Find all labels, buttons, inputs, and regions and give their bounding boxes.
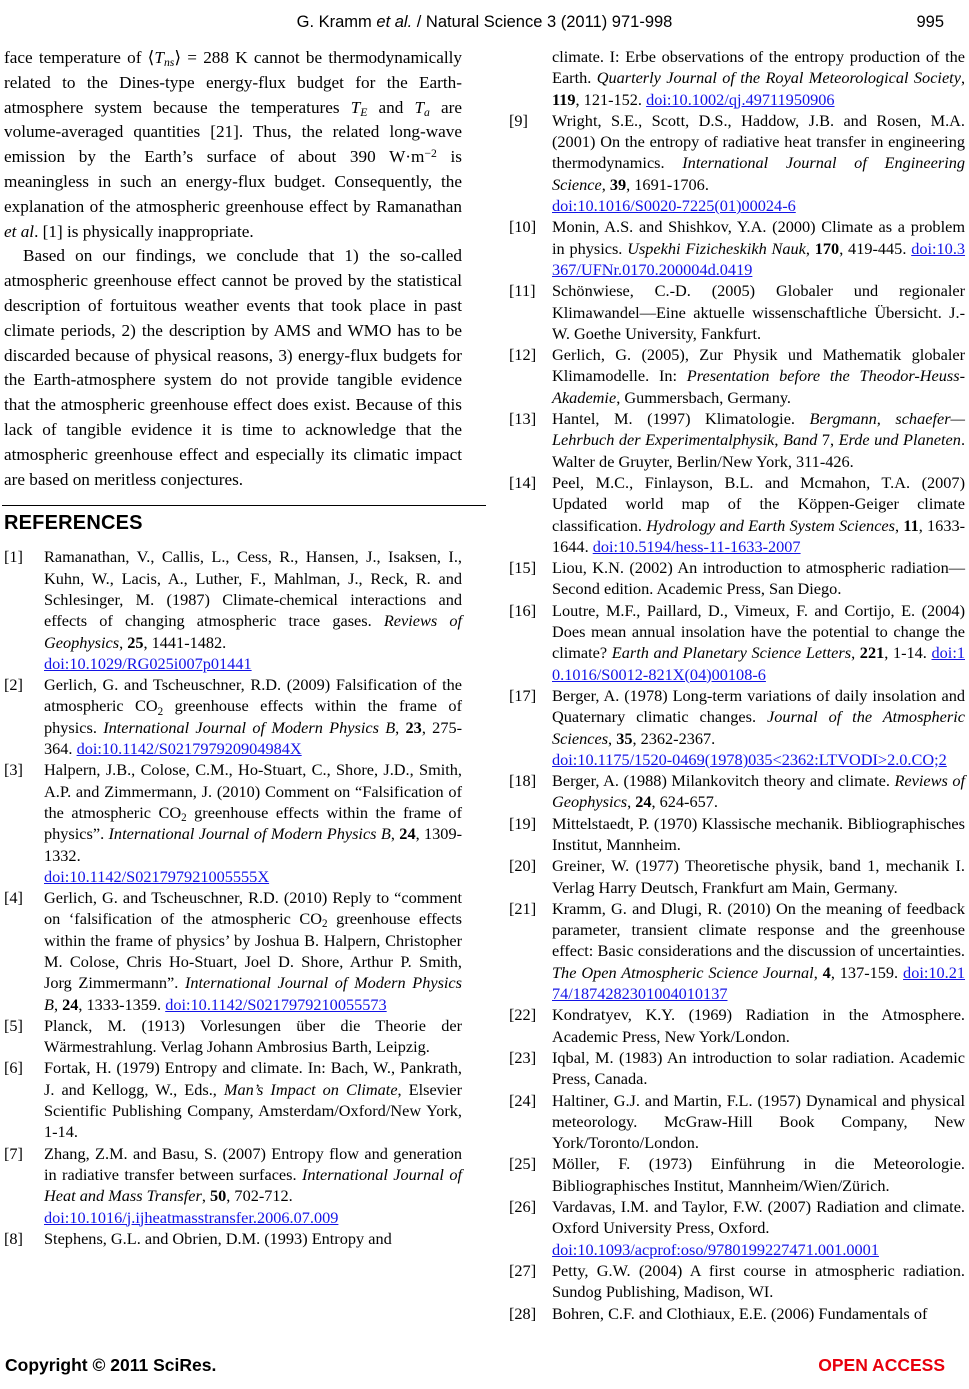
reference-number: [23] [509,1047,537,1067]
superscript-text: −2 [424,146,437,160]
reference-number: [11] [509,281,536,301]
page-footer [5,1355,945,1376]
text-run: and [367,97,415,117]
reference-item [4,1015,462,1058]
text-run: , 121-152. [575,89,647,109]
text-run: 7, [817,430,839,450]
left-column [4,46,462,1249]
reference-item [509,280,965,344]
text-run: 11 [903,515,919,535]
text-run: Uspekhi Fizicheskikh Nauk [627,238,806,258]
text-run: greenhouse effects within the frame of physics”. [44,802,462,844]
references-heading: REFERENCES [4,512,143,535]
subscript-text: 2 [157,705,164,718]
text-run: International Journal of Modern Physics B [103,717,396,737]
text-run: 4 [822,962,831,982]
reference-number: [15] [509,558,537,578]
text-run: Gerlich, G. (2005), Zur Physik und Mathematik globaler Klimamodelle. In: [552,345,965,386]
text-run: 119 [552,89,576,109]
text-run: climate. I: Erbe observations of the entropy production of the Earth. [552,47,965,88]
text-run: , [960,68,966,88]
text-run: , 1-14. [884,643,932,663]
text-run: Halpern, J.B., Colose, C.M., Ho-Stuart, C., Shore, J.D., Smith, A.P. and Zimmermann, J. (2010) Comment on “Falsification of the atmospheric CO [44,760,462,822]
reference-item [4,674,462,759]
text-run: International Journal of Modern Physics B [44,973,462,1014]
doi-link[interactable]: doi:10.1029/RG025i007p01441 [44,653,252,673]
reference-number: [14] [509,472,537,492]
reference-number: [21] [509,898,537,918]
section-divider [2,505,486,506]
text-run: Loutre, M.F., Paillard, D., Vimeux, F. and Cortijo, E. (2004) Does mean annual insolation have the potential to change the climate? [552,600,965,663]
text-run: Mittelstaedt, P. (1970) Klassische mechanik. Bibliographisches Institut, Mannheim. [552,813,965,854]
text-run: , [395,717,406,737]
doi-link[interactable]: doi:10.1142/S021797920904984X [76,739,302,759]
text-run: Schönwiese, C.-D. (2005) Globaler und regionaler Klimawandel—Eine aktuelle wissenschaftliche Übersicht. J.-W. Goethe University, Fankfurt. [552,281,965,343]
text-run: T [154,48,164,67]
doi-link[interactable]: doi:10.1142/S021797921005555X [44,866,270,886]
body-paragraph [4,46,462,244]
reference-item [509,557,965,600]
text-run: Planck, M. (1913) Vorlesungen über die Theorie der Wärmestrahlung. Verlag Johann Ambrosius Barth, Leipzig. [44,1015,462,1057]
text-run: , [805,238,815,258]
text-run: Bohren, C.F. and Clothiaux, E.E. (2006) Fundamentals of [552,1303,928,1323]
text-run: , [627,792,636,812]
reference-continuation [509,46,965,110]
subscript-text: ns [163,56,175,70]
text-run: , Gummersbach, Germany. [616,387,792,407]
reference-item [509,813,965,856]
doi-link[interactable]: doi:10.1002/qj.49711950906 [646,89,835,109]
text-run: Peel, M.C., Finlayson, B.L. and Mcmahon, T.A. (2007) Updated world map of the Köppen-Geiger climate classification. [552,472,965,535]
text-run: Reviews of Geophysics [552,771,965,812]
reference-number: [27] [509,1260,537,1280]
text-run: 50 [210,1186,227,1206]
text-run: International Journal of Heat and Mass Transfer [44,1164,462,1206]
text-run: is meaningless in such an energy-flux budget. Consequently, the explanation of the atmospheric greenhouse effect by Ramanathan [4,147,462,216]
reference-number: [25] [509,1154,537,1174]
text-run: T [350,97,361,117]
text-run: , [53,994,63,1014]
text-run: , 419-445. [839,238,912,258]
reference-number: [17] [509,685,537,705]
reference-item [509,898,965,1004]
text-run: , 137-159. [830,962,904,982]
reference-item [509,855,965,898]
reference-item [509,110,965,216]
text-run: , 624-657. [651,792,718,812]
reference-item [4,1057,462,1142]
reference-number: [26] [509,1197,537,1217]
reference-number: [18] [509,771,537,791]
reference-number: [2] [4,675,23,695]
text-run: Iqbal, M. (1983) An introduction to solar radiation. Academic Press, Canada. [552,1047,965,1089]
text-run: 170 [814,238,840,258]
text-run: Quarterly Journal of the Royal Meteorological Society [596,68,961,88]
text-run: Earth and Planetary Science Letters [611,643,852,663]
reference-item [509,600,965,685]
body-paragraph [4,244,462,492]
reference-item [509,344,965,408]
text-run: Journal of the Atmospheric Sciences [552,707,965,748]
reference-number: [12] [509,345,537,365]
right-column [509,46,965,1324]
text-run: International Journal of Modern Physics B [108,824,391,844]
reference-item [4,1228,462,1249]
text-run: , Elsevier Scientific Publishing Company, Amsterdam/Oxford/New York, 1-14. [44,1079,462,1142]
text-run: Based on our findings, we conclude that 1) the so-called atmospheric greenhouse effect cannot be proved by the statistical description of fortuitous weather events that took place in past climate periods, 2) the description by AMS and WMO has to be discarded because of physical reasons, 3) energy-flux budgets for the Earth-atmosphere system do not provide tangible evidence that the atmospheric greenhouse effect does exist. Because of this lack of tangible evidence it is time to acknowledge that the atmospheric greenhouse effect and especially its climatic impact are based on meritless conjectures. [4,246,462,489]
text-run: Haltiner, G.J. and Martin, F.L. (1957) Dynamical and physical meteorology. McGraw-Hill Book Company, New York/Toronto/London. [552,1090,965,1153]
reference-number: [22] [509,1005,537,1025]
text-run: , [201,1186,210,1206]
reference-number: [20] [509,856,537,876]
text-run: Erde und Planeten [838,430,961,450]
text-run: Presentation before the Theodor-Heuss-Akademie [552,366,966,407]
text-run: T [414,97,425,117]
reference-item [4,887,462,1015]
text-run: , 1691-1706. [626,174,709,194]
text-run: 35 [616,728,633,748]
text-run: greenhouse effects within the frame of physics. [44,696,462,737]
text-run: Petty, G.W. (2004) A first course in atmospheric radiation. Sundog Publishing, Madison, WI. [552,1260,965,1302]
reference-item [509,1090,965,1154]
reference-number: [5] [4,1015,23,1035]
reference-item [509,1153,965,1196]
doi-link[interactable]: doi:10.1093/acprof:oso/9780199227471.001.0001 [552,1239,879,1259]
text-run: Monin, A.S. and Shishkov, Y.A. (2000) Climate as a problem in physics. [552,217,965,258]
text-run: , [895,515,904,535]
header-title-etal: et al. [376,13,413,31]
doi-link[interactable]: doi:10.1016/S0020-7225(01)00024-6 [552,196,796,216]
text-run: are volume-averaged quantities [21]. Thus, the related long-wave emission by the Earth’s surface of about 390 W·m [4,97,462,167]
reference-number: [6] [4,1058,23,1078]
reference-number: [28] [509,1303,537,1323]
subscript-text: 2 [322,918,328,931]
reference-item [509,1260,965,1303]
text-run: The Open Atmospheric Science Journal [552,962,814,982]
text-run: Zhang, Z.M. and Basu, S. (2007) Entropy flow and generation in radiative transfer between surfaces. [44,1143,462,1184]
text-run: Liou, K.N. (2002) An introduction to atmospheric radiation—Second edition. Academic Press, San Diego. [552,558,965,599]
open-access-label: OPEN ACCESS [818,1355,945,1375]
text-run: Gerlich, G. and Tscheuschner, R.D. (2009) Falsification of the atmospheric CO [44,675,462,716]
text-run: face temperature of ⟨ [4,48,155,67]
text-run: , 1309-1332. [44,824,463,865]
doi-link[interactable]: doi:10.1142/S0217979210055573 [165,994,387,1014]
doi-link[interactable]: doi:10.1016/j.ijheatmasstransfer.2006.07.009 [44,1207,339,1227]
text-run: , 2362-2367. [632,728,716,748]
subscript-text: 2 [181,812,187,824]
text-run: Kondratyev, K.Y. (1969) Radiation in the Atmosphere. Academic Press, New York/London. [552,1005,965,1046]
text-run: 23 [405,717,422,737]
header-title-suffix: / Natural Science 3 (2011) 971-998 [412,13,673,31]
text-run: 24 [635,792,652,812]
reference-number: [3] [4,760,23,780]
running-header [0,13,969,32]
copyright-notice: Copyright © 2011 SciRes. [5,1355,217,1375]
reference-item [509,770,965,813]
text-run: 39 [609,174,627,194]
text-run: , [813,962,823,982]
reference-number: [19] [509,813,537,833]
doi-link[interactable]: doi:10.1175/1520-0469(1978)035<2362:LTVODI>2.0.CO;2 [552,749,947,769]
text-run: Möller, F. (1973) Einführung in die Meteorologie. Bibliographisches Institut, Mannheim/Wien/Zürich. [552,1154,965,1195]
reference-item [509,1303,965,1324]
text-run: Band [783,430,818,450]
reference-item [509,216,965,280]
doi-link[interactable]: doi:10.3367/UFNr.0170.200004d.0419 [552,238,966,279]
reference-number: [9] [509,110,528,130]
text-run: International Journal of Engineering Science [552,153,965,194]
text-run: 24 [62,994,79,1014]
reference-item [509,472,965,557]
text-run: , 1333-1359. [78,994,166,1014]
reference-number: [10] [509,217,537,237]
text-run: , 1441-1482. [143,632,227,652]
text-run: Man’s Impact on Climate [223,1079,398,1099]
reference-number: [7] [4,1143,23,1163]
text-run: , 702-712. [226,1186,293,1206]
text-run: . [1] is physically inappropriate. [34,221,254,241]
text-run: Gerlich, G. and Tscheuschner, R.D. (2010) Reply to “comment on ‘falsification of the atmospheric CO [44,888,462,929]
text-run: Hydrology and Earth System Sciences [646,515,895,535]
text-run: , [390,824,400,844]
reference-item [509,408,965,472]
text-run: , [774,430,783,450]
subscript-text: E [360,105,368,119]
reference-number: [1] [4,547,23,567]
text-run: , 1633-1644. [552,515,966,556]
reference-item [509,1047,965,1090]
reference-number: [16] [509,600,537,620]
text-run: . Walter de Gruyter, Berlin/New York, 311-426. [552,430,966,471]
text-run: , [119,632,128,652]
text-run: Kramm, G. and Dlugi, R. (2010) On the meaning of feedback parameter, transient climate response and the greenhouse effect: Basic considerations and the discussion of uncertainties. [552,898,965,961]
reference-number: [24] [509,1090,537,1110]
reference-number: [13] [509,409,537,429]
doi-link[interactable]: doi:10.2174/1874282301004010137 [552,962,966,1004]
reference-number: [8] [4,1228,23,1248]
text-run: Vardavas, I.M. and Taylor, F.W. (2007) Radiation and climate. Oxford University Press, Oxford. [552,1197,965,1238]
text-run: Berger, A. (1988) Milankovitch theory and climate. [552,771,895,791]
text-run: Fortak, H. (1979) Entropy and climate. In: Bach, W., Pankrath, J. and Kellogg, W., Eds., [44,1058,462,1099]
text-run: , [601,174,610,194]
reference-number: [4] [4,888,23,908]
text-run: 221 [859,643,885,663]
text-run: Ramanathan, V., Callis, L., Cess, R., Hansen, J., Isaksen, I., Kuhn, W., Lacis, A., Luther, F., Mahlman, J., Reck, R. and Schlesinger, M. (1987) Climate-chemical interactions and effects of changing atmospheric trace gases. [44,547,462,631]
reference-item [509,1004,965,1047]
reference-item [4,759,462,887]
text-run: , [851,643,860,663]
doi-link[interactable]: doi:10.5194/hess-11-1633-2007 [592,536,801,556]
text-run: Wright, S.E., Scott, D.S., Haddow, J.B. and Rosen, M.A. (2001) On the entropy of radiative heat transfer in engineering thermodynamics. [552,110,965,173]
text-run: , 275-364. [44,717,463,759]
text-run: ⟩ = 288 K cannot be thermodynamically related to the Dines-type energy-flux budget for the Earth-atmosphere system because the temperatures [4,48,462,117]
doi-link[interactable]: doi:10.1016/S0012-821X(04)00108-6 [552,643,965,684]
text-run: Berger, A. (1978) Long-term variations of daily insolation and Quaternary climatic changes. [552,685,965,727]
text-run: greenhouse effects within the frame of physics’ by Joshua B. Halpern, Christopher M. Colose, Chris Ho-Stuart, Joel D. Shore, Arthur P. Smith, Jorg Zimmermann”. [44,909,462,993]
header-title-prefix: G. Kramm [296,13,377,31]
text-run: et al [4,221,35,241]
text-run: Hantel, M. (1997) Klimatologie. [552,409,810,429]
text-run: Greiner, W. (1977) Theoretische physik, band 1, mechanik I. Verlag Harry Deutsch, Frankfurt am Main, Germany. [552,856,965,897]
text-run: 24 [399,824,416,844]
text-run: Stephens, G.L. and Obrien, D.M. (1993) Entropy and [44,1228,392,1248]
reference-item [4,546,462,674]
reference-item [509,1196,965,1260]
text-run: , [608,728,617,748]
text-run: Reviews of Geophysics [44,611,462,652]
subscript-text: a [424,105,430,119]
text-run: Bergmann, schaefer—Lehrbuch der Experimentalphysik [552,409,966,450]
reference-item [4,1143,462,1228]
reference-item [509,685,965,770]
page-number: 995 [916,13,944,31]
text-run: 25 [127,632,144,652]
